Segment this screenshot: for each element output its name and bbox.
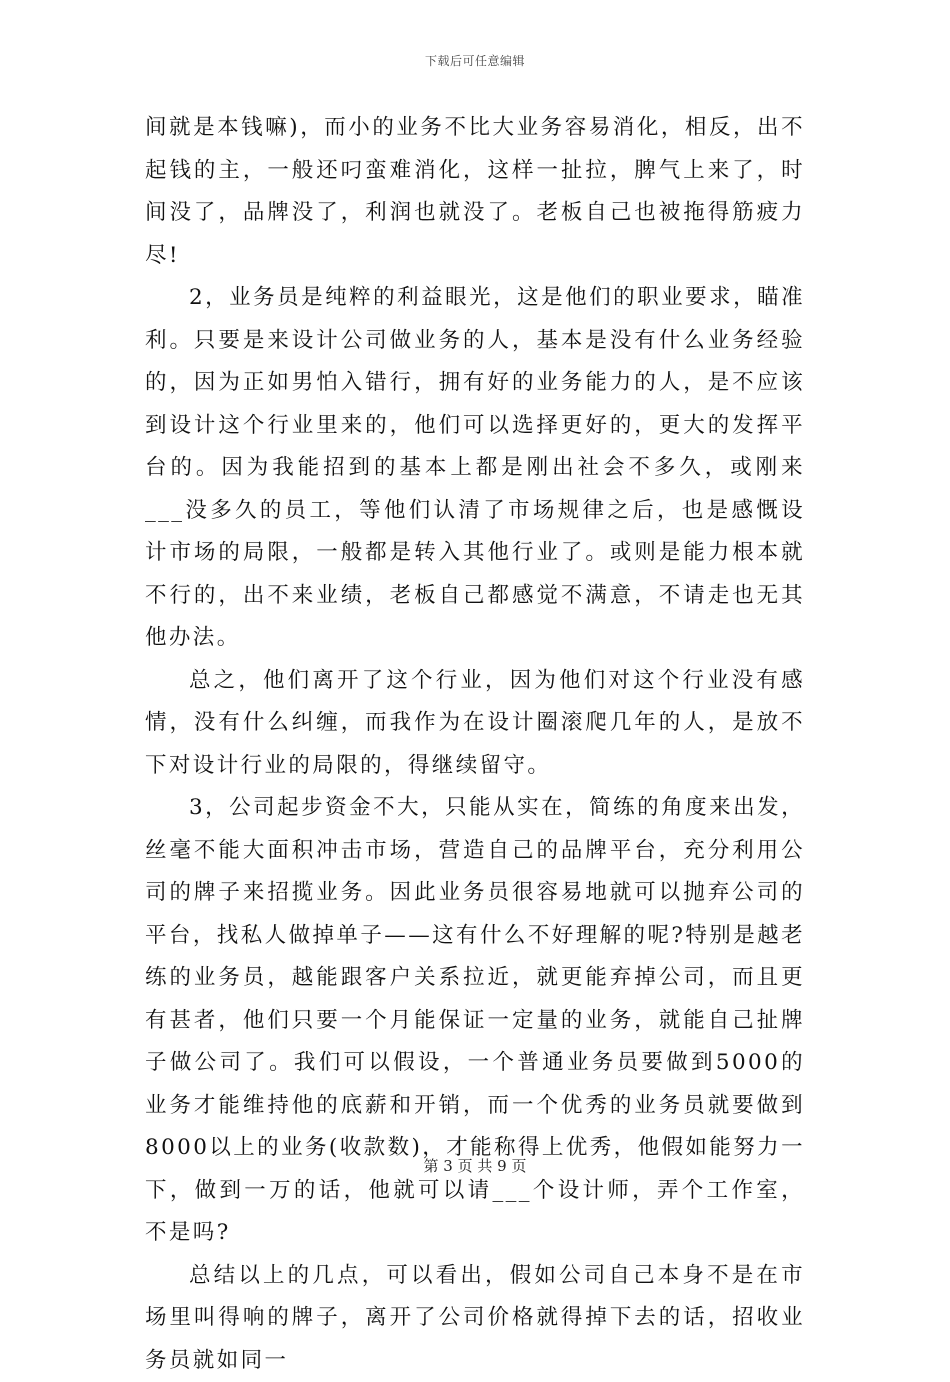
page-header: 下载后可任意编辑 <box>0 52 950 69</box>
document-body <box>145 107 805 1382</box>
page-footer: 第 3 页 共 9 页 <box>0 1155 950 1176</box>
paragraph: 2，业务员是纯粹的利益眼光，这是他们的职业要求，瞄准利。只要是来设计公司做业务的人，基本是没有什么业务经验的，因为正如男怕入错行，拥有好的业务能力的人，是不应该到设计这个行业里来的，他们可以选择更好的，更大的发挥平台的。因为我能招到的基本上都是刚出社会不多久，或刚来___没多久的员工，等他们认清了市场规律之后，也是感慨设计市场的局限，一般都是转入其他行业了。或则是能力根本就不行的，出不来业绩，老板自己都感觉不满意，不请走也无其他办法。 <box>145 277 805 660</box>
paragraph: 3，公司起步资金不大，只能从实在，简练的角度来出发，丝毫不能大面积冲击市场，营造自己的品牌平台，充分利用公司的牌子来招揽业务。因此业务员很容易地就可以抛弃公司的平台，找私人做掉单子——这有什么不好理解的呢?特别是越老练的业务员，越能跟客户关系拉近，就更能弃掉公司，而且更有甚者，他们只要一个月能保证一定量的业务，就能自己扯牌子做公司了。我们可以假设，一个普通业务员要做到5000的业务才能维持他的底薪和开销，而一个优秀的业务员就要做到8000以上的业务(收款数)，才能称得上优秀，他假如能努力一下，做到一万的话，他就可以请___个设计师，弄个工作室，不是吗? <box>145 787 805 1255</box>
paragraph: 总之，他们离开了这个行业，因为他们对这个行业没有感情，没有什么纠缠，而我作为在设计圈滚爬几年的人，是放不下对设计行业的局限的，得继续留守。 <box>145 660 805 788</box>
paragraph: 间就是本钱嘛)，而小的业务不比大业务容易消化，相反，出不起钱的主，一般还叼蛮难消化，这样一扯拉，脾气上来了，时间没了，品牌没了，利润也就没了。老板自己也被拖得筋疲力尽! <box>145 107 805 277</box>
paragraph: 总结以上的几点，可以看出，假如公司自己本身不是在市场里叫得响的牌子，离开了公司价格就得掉下去的话，招收业务员就如同一 <box>145 1255 805 1382</box>
